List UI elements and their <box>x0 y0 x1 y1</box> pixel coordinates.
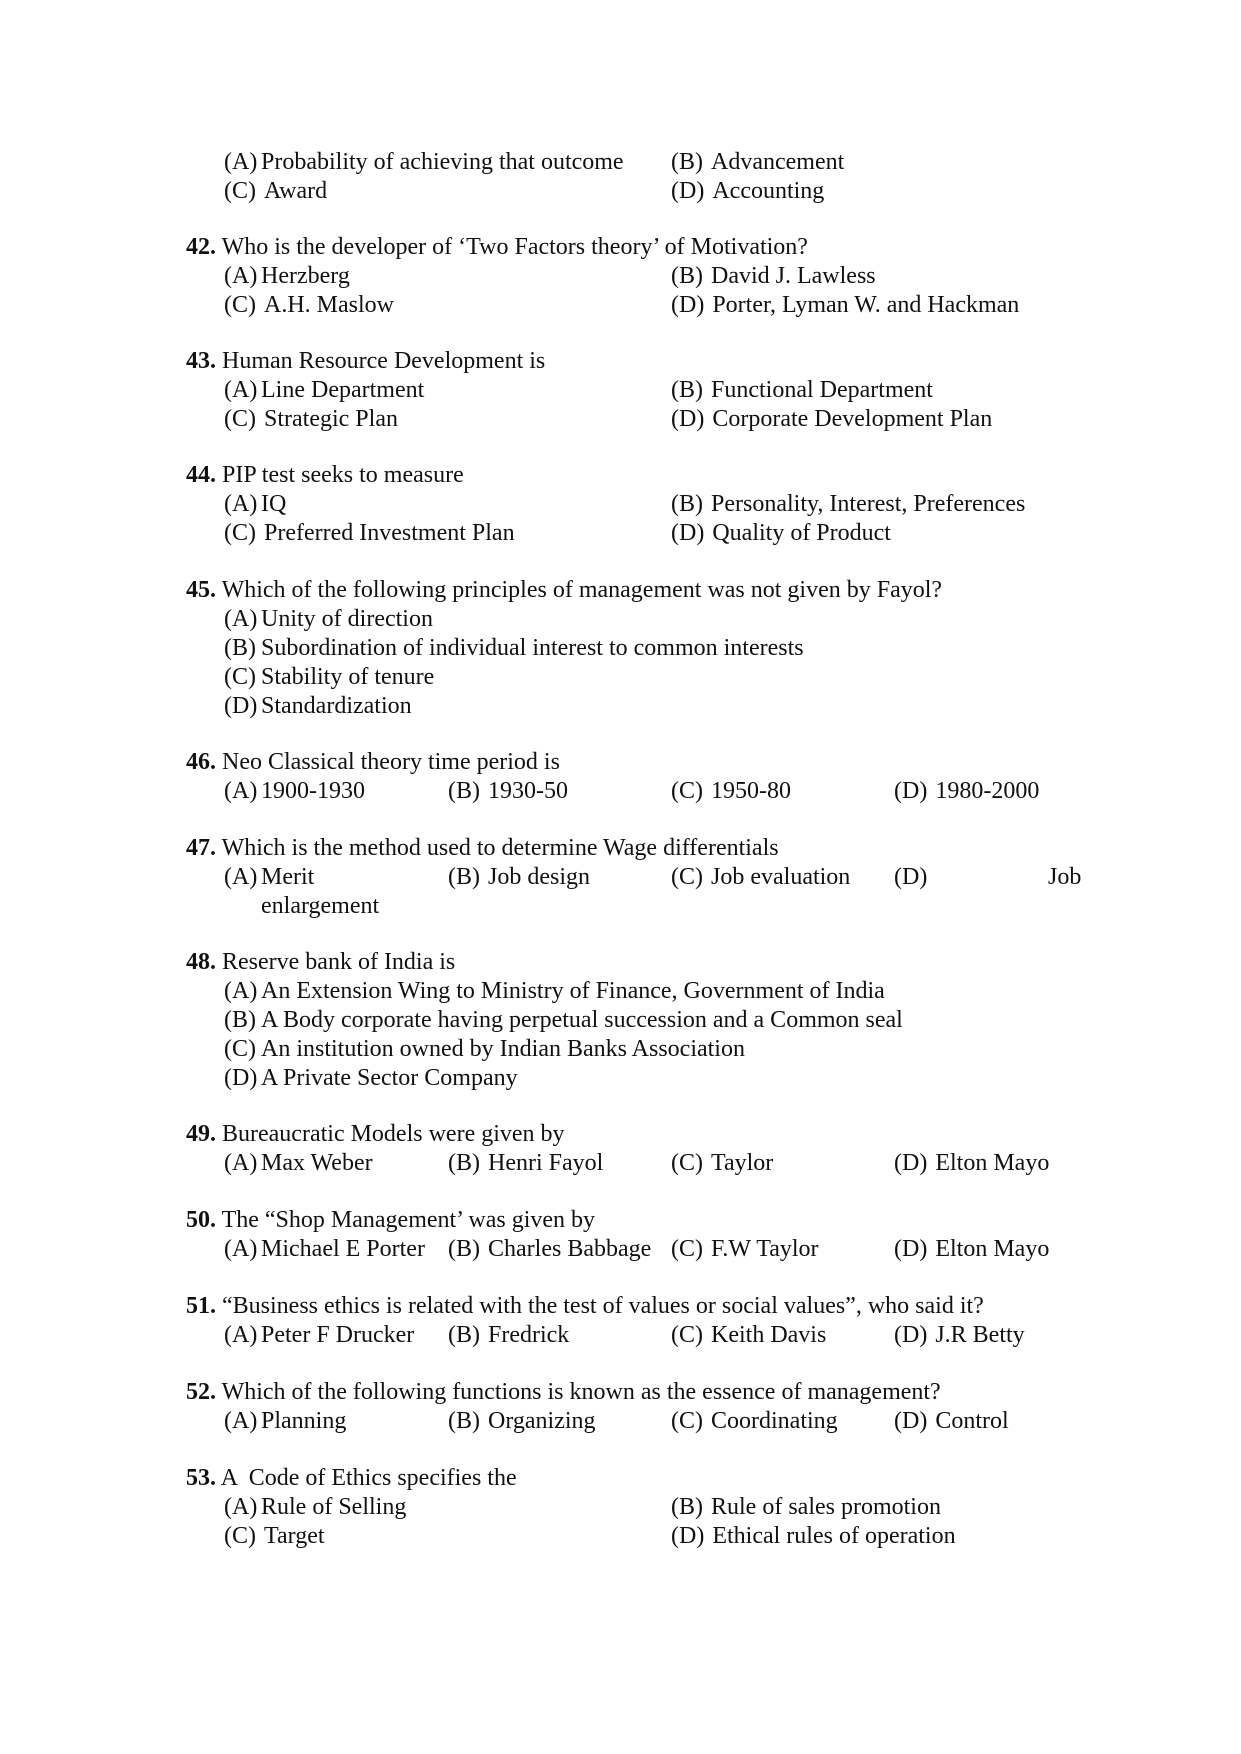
question-stem: 44. PIP test seeks to measure <box>186 462 464 488</box>
question-stem: 43. Human Resource Development is <box>186 348 546 374</box>
option-a: (A) Rule of Selling <box>224 1494 407 1520</box>
option-d: (D) A Private Sector Company <box>224 1065 518 1091</box>
option-b: (B) Job design <box>448 864 590 890</box>
question-46 <box>186 748 1106 806</box>
question-41 <box>186 148 1106 206</box>
question-45 <box>186 576 1106 721</box>
option-row <box>186 1149 1106 1178</box>
option-b: (B) Rule of sales promotion <box>671 1494 941 1520</box>
option-a: (A) Unity of direction <box>224 606 433 632</box>
option-c: (C) An institution owned by Indian Banks Association <box>224 1036 745 1062</box>
option-row <box>186 1235 1106 1264</box>
option-d: (D) 1980-2000 <box>894 778 1040 804</box>
option-row <box>186 148 1106 177</box>
question-42 <box>186 233 1106 320</box>
option-row <box>186 291 1106 320</box>
option-row <box>186 605 1106 634</box>
option-c: (C) Target <box>224 1523 325 1549</box>
question-number: 48. <box>186 949 216 975</box>
question-stem: 47. Which is the method used to determine Wage differentials <box>186 835 779 861</box>
question-stem: 49. Bureaucratic Models were given by <box>186 1121 565 1147</box>
option-c: (C) Keith Davis <box>671 1322 827 1348</box>
question-stem: 51. “Business ethics is related with the test of values or social values”, who said it? <box>186 1293 984 1319</box>
option-row <box>186 777 1106 806</box>
option-d-continuation: enlargement <box>261 893 380 919</box>
question-number: 44. <box>186 462 216 488</box>
option-a: (A) Probability of achieving that outcome <box>224 149 624 175</box>
question-stem: 45. Which of the following principles of management was not given by Fayol? <box>186 577 943 603</box>
option-b: (B) Henri Fayol <box>448 1150 604 1176</box>
option-c: (C) Award <box>224 178 328 204</box>
question-number: 45. <box>186 577 216 603</box>
option-b: (B) A Body corporate having perpetual succession and a Common seal <box>224 1007 903 1033</box>
option-row <box>186 177 1106 206</box>
question-number: 51. <box>186 1293 216 1319</box>
question-number: 43. <box>186 348 216 374</box>
option-c: (C) Strategic Plan <box>224 406 398 432</box>
option-row <box>186 1064 1106 1093</box>
option-row <box>186 405 1106 434</box>
option-row <box>186 262 1106 291</box>
question-number: 42. <box>186 234 216 260</box>
question-53 <box>186 1464 1106 1551</box>
option-b: (B) Advancement <box>671 149 845 175</box>
option-row <box>186 1407 1106 1436</box>
question-47 <box>186 834 1106 919</box>
option-row <box>186 376 1106 405</box>
question-51 <box>186 1292 1106 1350</box>
question-50 <box>186 1206 1106 1264</box>
question-stem: 53. A Code of Ethics specifies the <box>186 1465 517 1491</box>
option-d: (D) J.R Betty <box>894 1322 1025 1348</box>
question-52 <box>186 1378 1106 1436</box>
question-number: 53. <box>186 1465 216 1491</box>
option-d: (D) Elton Mayo <box>894 1236 1050 1262</box>
option-b: (B) David J. Lawless <box>671 263 876 289</box>
option-a: (A) Peter F Drucker <box>224 1322 415 1348</box>
option-row <box>186 634 1106 663</box>
option-a: (A) Planning <box>224 1408 347 1434</box>
option-d: (D) Ethical rules of operation <box>671 1523 956 1549</box>
option-b: (B) Personality, Interest, Preferences <box>671 491 1026 517</box>
option-d: (D) Quality of Product <box>671 520 891 546</box>
question-number: 47. <box>186 835 216 861</box>
question-stem: 46. Neo Classical theory time period is <box>186 749 560 775</box>
option-d: (D) Accounting <box>671 178 825 204</box>
question-number: 52. <box>186 1379 216 1405</box>
option-row <box>186 1522 1106 1551</box>
question-number: 46. <box>186 749 216 775</box>
option-a: (A) Michael E Porter <box>224 1236 425 1262</box>
option-c: (C) Taylor <box>671 1150 774 1176</box>
option-row <box>186 1321 1106 1350</box>
option-row <box>186 490 1106 519</box>
option-row <box>186 663 1106 692</box>
option-b: (B) Fredrick <box>448 1322 570 1348</box>
option-c: (C) Job evaluation <box>671 864 851 890</box>
option-b: (B) Subordination of individual interest to common interests <box>224 635 804 661</box>
option-d: (D) Corporate Development Plan <box>671 406 993 432</box>
question-stem: 48. Reserve bank of India is <box>186 949 456 975</box>
option-d-text: Job <box>1048 864 1082 890</box>
question-49 <box>186 1120 1106 1178</box>
question-stem: 50. The “Shop Management’ was given by <box>186 1207 596 1233</box>
option-row <box>186 519 1106 548</box>
option-d: (D) Porter, Lyman W. and Hackman <box>671 292 1020 318</box>
option-a: (A) Line Department <box>224 377 425 403</box>
option-d: (D) Standardization <box>224 693 412 719</box>
option-row <box>186 977 1106 1006</box>
option-a: (A) IQ <box>224 491 287 517</box>
question-stem: 52. Which of the following functions is known as the essence of management? <box>186 1379 941 1405</box>
option-d: (D) Control <box>894 1408 1009 1434</box>
option-d: (D) <box>894 864 928 890</box>
question-stem: 42. Who is the developer of ‘Two Factors theory’ of Motivation? <box>186 234 808 260</box>
option-c: (C) Preferred Investment Plan <box>224 520 515 546</box>
question-44 <box>186 461 1106 548</box>
option-a: (A) Merit <box>224 864 315 890</box>
question-number: 49. <box>186 1121 216 1147</box>
question-48 <box>186 948 1106 1093</box>
option-row <box>186 692 1106 721</box>
option-c: (C) A.H. Maslow <box>224 292 394 318</box>
option-b: (B) Organizing <box>448 1408 596 1434</box>
question-number: 50. <box>186 1207 216 1233</box>
option-d: (D) Elton Mayo <box>894 1150 1050 1176</box>
option-a: (A) Max Weber <box>224 1150 373 1176</box>
question-43 <box>186 347 1106 434</box>
option-b: (B) 1930-50 <box>448 778 568 804</box>
option-a: (A) An Extension Wing to Ministry of Finance, Government of India <box>224 978 885 1004</box>
option-c: (C) 1950-80 <box>671 778 791 804</box>
option-row <box>186 1006 1106 1035</box>
option-c: (C) Stability of tenure <box>224 664 435 690</box>
option-c: (C) F.W Taylor <box>671 1236 819 1262</box>
option-row <box>186 1493 1106 1522</box>
option-row <box>186 1035 1106 1064</box>
option-a: (A) 1900-1930 <box>224 778 365 804</box>
option-b: (B) Functional Department <box>671 377 933 403</box>
option-row <box>186 863 1106 919</box>
option-b: (B) Charles Babbage <box>448 1236 652 1262</box>
option-a: (A) Herzberg <box>224 263 350 289</box>
option-c: (C) Coordinating <box>671 1408 838 1434</box>
